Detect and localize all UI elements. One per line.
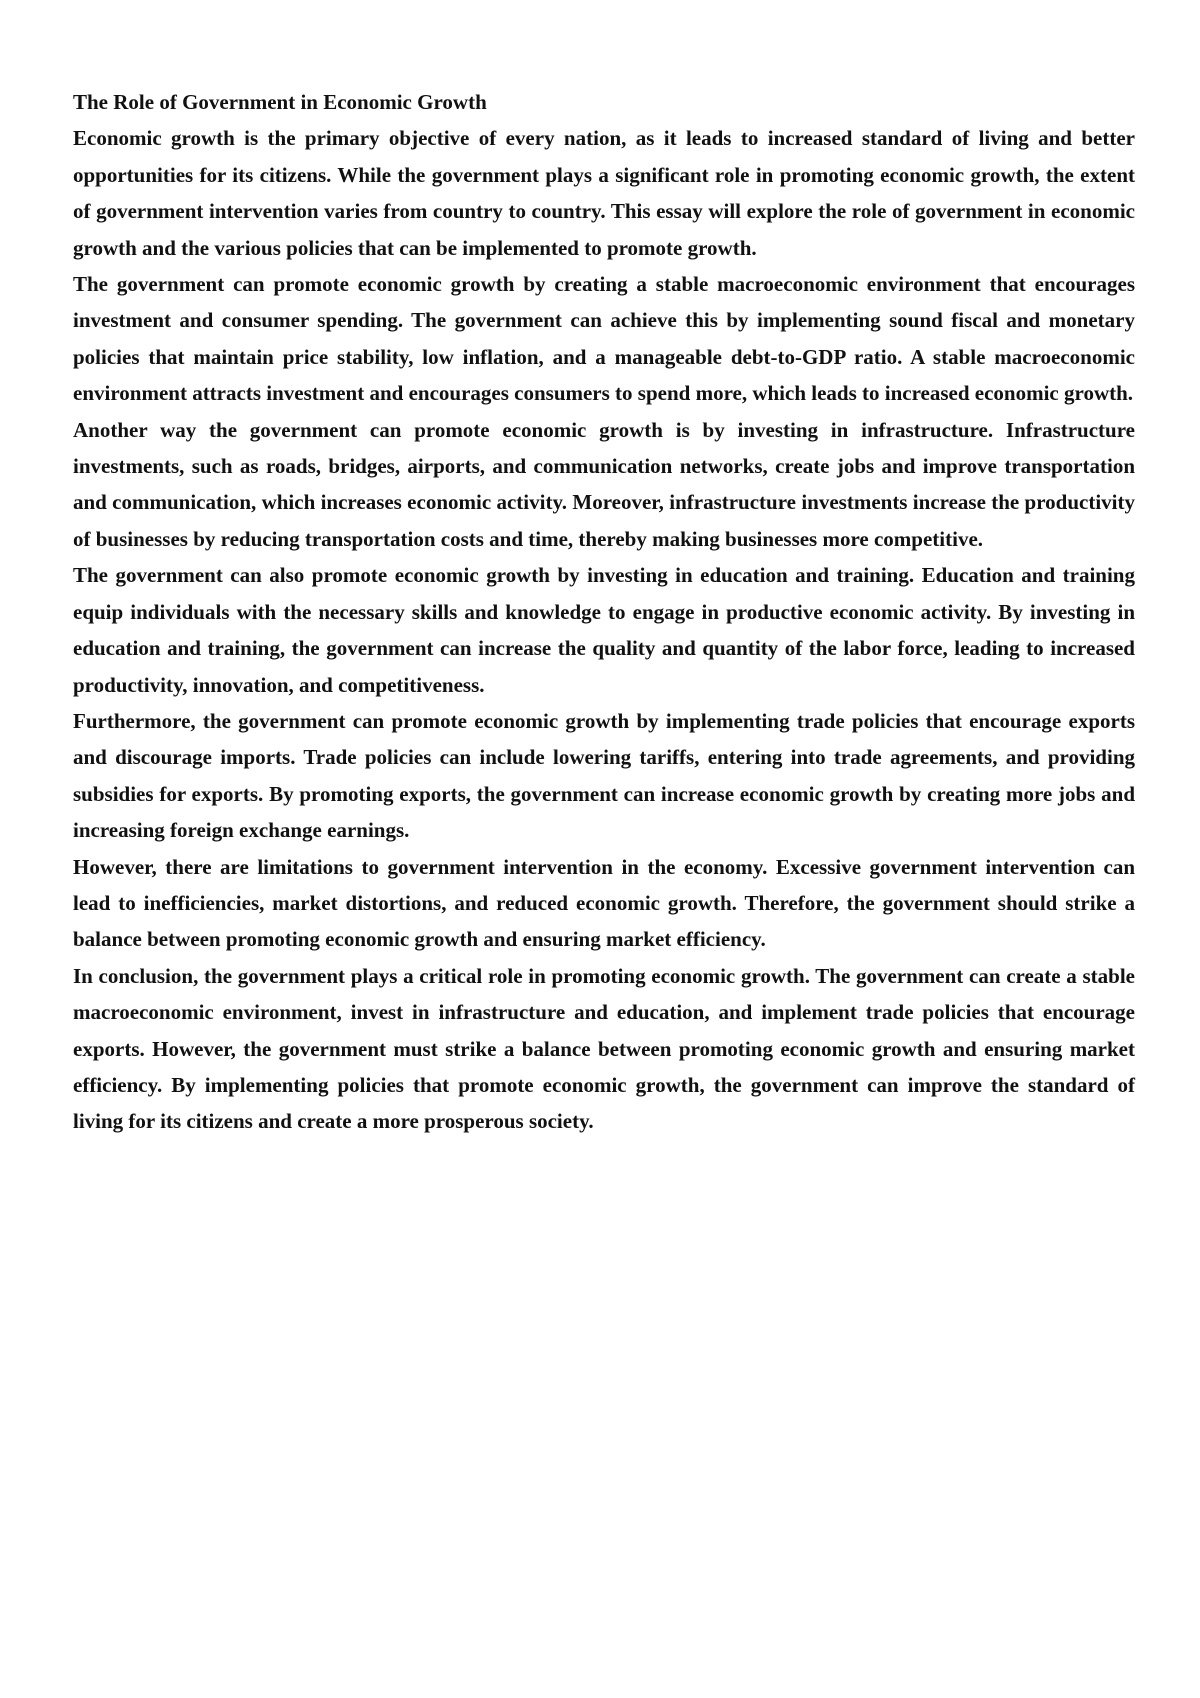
paragraph-education: The government can also promote economic growth by investing in education and training. Education and training equip individuals with the necessary skills and knowledge to engage in productive economic activity. By investing in education and training, the government can increase the quality and quantity of the labor force, leading to increased productivity, innovation, and competitiveness. — [73, 563, 1135, 697]
paragraph-intro: Economic growth is the primary objective of every nation, as it leads to increased standard of living and better opportunities for its citizens. While the government plays a significant role in promoting economic growth, the extent of government intervention varies from country to country. This essay will explore the role of government in economic growth and the various policies that can be implemented to promote growth. — [73, 126, 1135, 260]
document-title: The Role of Government in Economic Growth — [73, 90, 487, 114]
paragraph-infrastructure: Another way the government can promote economic growth is by investing in infrastructure. Infrastructure investments, such as roads, bridges, airports, and communication networks, create jobs and improve transportation and communication, which increases economic activity. Moreover, infrastructure investments increase the productivity of businesses by reducing transportation costs and time, thereby making businesses more competitive. — [73, 417, 1135, 551]
paragraph-limitations: However, there are limitations to government intervention in the economy. Excessive government intervention can lead to inefficiencies, market distortions, and reduced economic growth. Therefore, the government should strike a balance between promoting economic growth and ensuring market efficiency. — [73, 854, 1135, 952]
document-page — [73, 84, 1135, 1140]
paragraph-trade-policy: Furthermore, the government can promote economic growth by implementing trade policies that encourage exports and discourage imports. Trade policies can include lowering tariffs, entering into trade agreements, and providing subsidies for exports. By promoting exports, the government can increase economic growth by creating more jobs and increasing foreign exchange earnings. — [73, 708, 1135, 843]
paragraph-macroeconomic-stability: The government can promote economic growth by creating a stable macroeconomic environment that encourages investment and consumer spending. The government can achieve this by implementing sound fiscal and monetary policies that maintain price stability, low inflation, and a manageable debt-to-GDP ratio. A stable macroeconomic environment attracts investment and encourages consumers to spend more, which leads to increased economic growth. — [73, 272, 1135, 406]
paragraph-conclusion: In conclusion, the government plays a critical role in promoting economic growth. The government can create a stable macroeconomic environment, invest in infrastructure and education, and implement trade policies that encourage exports. However, the government must strike a balance between promoting economic growth and ensuring market efficiency. By implementing policies that promote economic growth, the government can improve the standard of living for its citizens and create a more prosperous society. — [73, 963, 1135, 1134]
